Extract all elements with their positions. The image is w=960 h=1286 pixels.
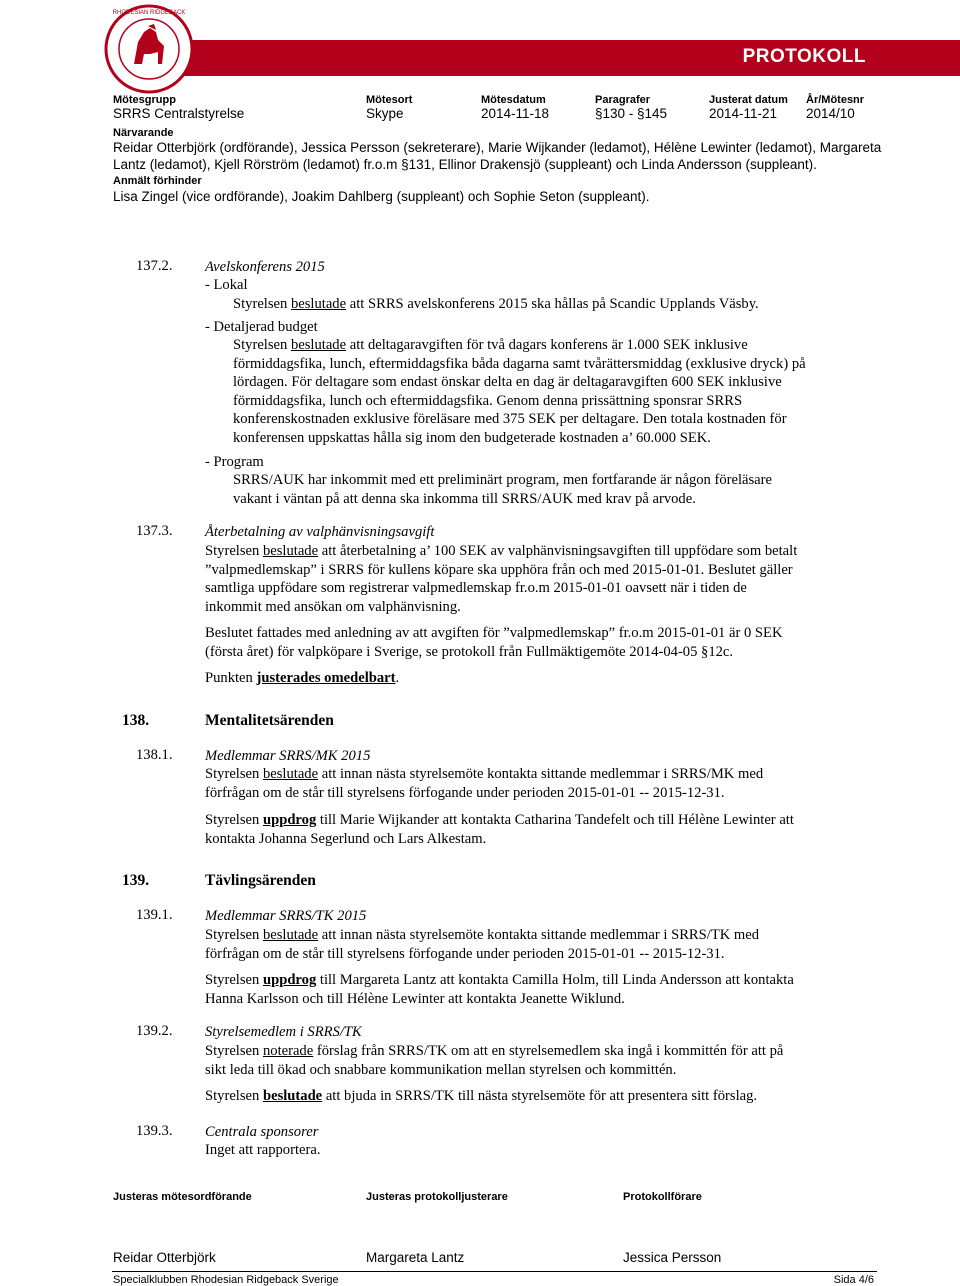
section-num-138: 138. — [122, 712, 150, 729]
section-137-3-para2: Beslutet fattades med anledning av att avgiften för ”valpmedlemskap” fr.o.m 2015-01-01 är 0 SEK (första året) för valpköpare i Sverige, se protokoll från Fullmäktigemöte 2014-04-05 §12c. — [205, 625, 783, 660]
section-137-3-para3: Punkten justerades omedelbart. — [205, 670, 400, 686]
header-value-paragrafer: §130 - §145 — [595, 106, 668, 121]
lokal-text: Styrelsen beslutade att SRRS avelskonferens 2015 ska hållas på Scandic Upplands Väsby. — [233, 296, 759, 312]
section-num-139-3: 139.3. — [136, 1123, 173, 1139]
header-value-justerat-datum: 2014-11-21 — [709, 106, 778, 121]
header-label-motesort: Mötesort — [366, 94, 413, 106]
section-title-139: Tävlingsärenden — [205, 872, 316, 889]
header-value-motesort: Skype — [366, 106, 404, 121]
section-title-138-1: Medlemmar SRRS/MK 2015 — [205, 748, 371, 764]
section-139-2-para2: Styrelsen beslutade att bjuda in SRRS/TK till nästa styrelsemöte för att presentera sitt förslag. — [205, 1088, 758, 1104]
section-sign-icon: § — [595, 106, 603, 121]
footer-label-ordforande: Justeras mötesordförande — [113, 1191, 252, 1203]
section-137-3-text: Styrelsen beslutade att återbetalning a’ 100 SEK av valphänvisningsavgiften till uppfödare som betalt ”valpmedlemskap” i SRRS för kullens köpare ska upphöra från och med 2015-01-01. Beslutet gäller samtliga uppfödare som registrerar valpmedlemskap fr.o.m 2015-01-01 oavsett när i tiden de inkommit med ansökan om valphänvisning. — [205, 543, 798, 615]
header-label-ar-motesnr: År/Mötesnr — [806, 94, 865, 106]
section-title-137-3: Återbetalning av valphänvisningsavgift — [205, 524, 435, 540]
header-value-ar-motesnr: 2014/10 — [806, 106, 855, 121]
narvarande-line-1: Reidar Otterbjörk (ordförande), Jessica Persson (sekreterare), Marie Wijkander (ledamot), Hélène Lewinter (ledamot), Margareta — [113, 140, 882, 155]
section-num-138-1: 138.1. — [136, 747, 173, 763]
page-title: PROTOKOLL — [742, 46, 866, 67]
footer-label-justerare: Justeras protokolljusterare — [366, 1191, 508, 1203]
section-138-1-para2: Styrelsen uppdrog till Marie Wijkander att kontakta Catharina Tandefelt och till Hélène Lewinter att kontakta Johanna Segerlund och Lars Alkestam. — [205, 812, 794, 847]
footer-label-protokollforare: Protokollförare — [623, 1191, 702, 1203]
section-139-3-text: Inget att rapportera. — [205, 1142, 321, 1158]
logo-text: RHODESIAN RIDGEBACK — [112, 10, 186, 16]
footer-organization: Specialklubben Rhodesian Ridgeback Sverige — [113, 1274, 339, 1286]
section-139-2-text: Styrelsen noterade förslag från SRRS/TK om att en styrelsemedlem ska ingå i kommittén för att på sikt leda till ökad och snabbare kommunikation mellan styrelsen och kommittén. — [205, 1043, 784, 1078]
section-139-1-para2: Styrelsen uppdrog till Margareta Lantz att kontakta Camilla Holm, till Linda Andersson att kontakta Hanna Karlsson och till Hélène Lewinter att kontakta Jeanette Wiklund. — [205, 972, 794, 1007]
section-num-139-1: 139.1. — [136, 907, 173, 923]
header-label-paragrafer: Paragrafer — [595, 94, 651, 106]
narvarande-label: Närvarande — [113, 127, 174, 139]
footer-value-ordforande: Reidar Otterbjörk — [113, 1250, 216, 1265]
section-title-138: Mentalitetsärenden — [205, 712, 334, 729]
header-label-justerat-datum: Justerat datum — [709, 94, 788, 106]
section-num-139: 139. — [122, 872, 150, 889]
section-title-139-3: Centrala sponsorer — [205, 1124, 319, 1140]
anmalt-text: Lisa Zingel (vice ordförande), Joakim Dahlberg (suppleant) och Sophie Seton (suppleant). — [113, 189, 650, 204]
header-label-motesdatum: Mötesdatum — [481, 94, 546, 106]
program-text: SRRS/AUK har inkommit med ett preliminärt program, men fortfarande är någon föreläsare vakant i väntan på att denna ska inkomma till SRRS/AUK med krav på arvode. — [233, 472, 772, 507]
header-label-motesgrupp: Mötesgrupp — [113, 94, 176, 106]
club-logo — [104, 2, 194, 96]
section-title-139-2: Styrelsemedlem i SRRS/TK — [205, 1024, 362, 1040]
narvarande-line-2: Lantz (ledamot), Kjell Rörström (ledamot) fr.o.m §131, Ellinor Drakensjö (suppleant) och Linda Andersson (suppleant). — [113, 157, 817, 172]
section-title-139-1: Medlemmar SRRS/TK 2015 — [205, 908, 367, 924]
footer-divider — [112, 1271, 877, 1272]
budget-text: Styrelsen beslutade att deltagaravgiften för två dagars konferens är 1.000 SEK inklusive förmiddagsfika, lunch, eftermiddagsfika båda dagarna samt tvårättersmiddag (exklusive dryck) på lördagen. För deltagare som endast önskar delta en dag är deltagaravgiften 600 SEK inklusive förmiddagsfika, lunch och eftermiddagsfika. Genom denna prissättning sponsrar SRRS konferenskostnaden exklusive föreläsare med 375 SEK per deltagare. Den totala kostnaden för konferensen uppskattas hålla sig inom den budgeterade kostnaden a’ 60.000 SEK. — [233, 337, 806, 446]
footer-value-protokollforare: Jessica Persson — [623, 1250, 722, 1265]
footer-page-number: Sida 4/6 — [833, 1274, 874, 1286]
header-value-motesgrupp: SRRS Centralstyrelse — [113, 106, 245, 121]
lokal-label: - Lokal — [205, 277, 248, 293]
section-138-1-text: Styrelsen beslutade att innan nästa styrelsemöte kontakta sittande medlemmar i SRRS/MK med förfrågan om de står till styrelsens förfogande under perioden 2015-01-01 -- 2015-12-31. — [205, 766, 764, 801]
section-title-137-2: Avelskonferens 2015 — [205, 259, 325, 275]
section-num-139-2: 139.2. — [136, 1023, 173, 1039]
anmalt-label: Anmält förhinder — [113, 175, 202, 187]
footer-value-justerare: Margareta Lantz — [366, 1250, 465, 1265]
section-139-1-text: Styrelsen beslutade att innan nästa styrelsemöte kontakta sittande medlemmar i SRRS/TK med förfrågan om de står till styrelsens förfogande under perioden 2015-01-01 -- 2015-12-31. — [205, 927, 760, 962]
section-num-137-2: 137.2. — [136, 258, 173, 274]
section-num-137-3: 137.3. — [136, 523, 173, 539]
header-value-motesdatum: 2014-11-18 — [481, 106, 550, 121]
budget-label: - Detaljerad budget — [205, 319, 318, 335]
program-label: - Program — [205, 454, 264, 470]
